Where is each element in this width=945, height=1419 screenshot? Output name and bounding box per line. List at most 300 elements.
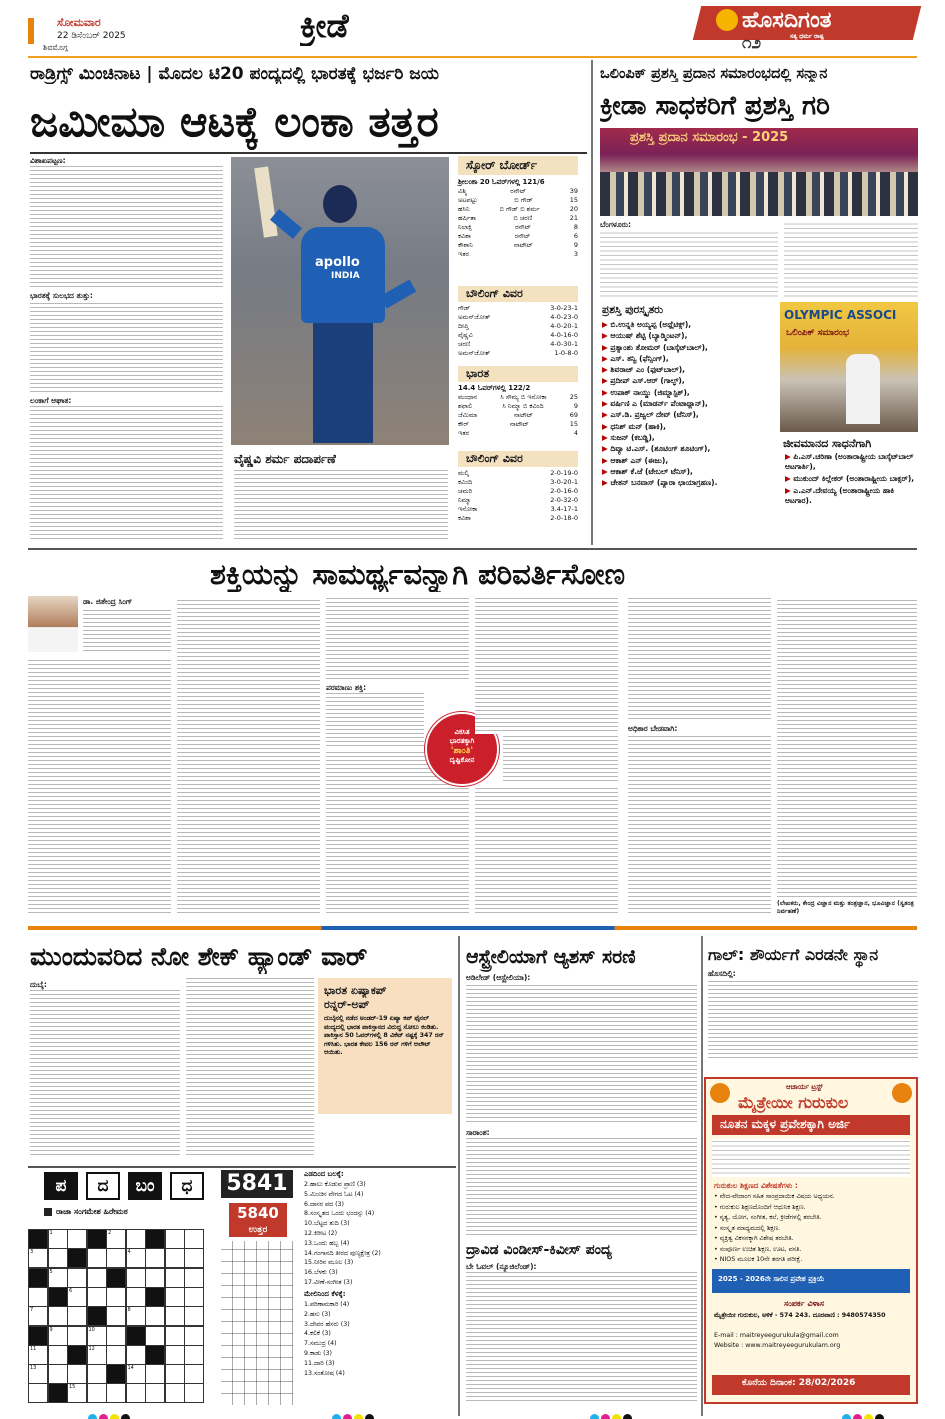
sl-bat-cell: 21 xyxy=(569,214,578,222)
award-item: ▶ ಎಸ್. ತನ್ವಿ (ಫೆನ್ಸಿಂಗ್), xyxy=(602,353,774,364)
ad-feature-item: • ಸಂಸ್ಕೃತ ಮಾಧ್ಯಮದಲ್ಲಿ ಶಿಕ್ಷಣ. xyxy=(714,1224,781,1232)
editorial-col-2 xyxy=(177,598,320,916)
prev-answer-grid xyxy=(221,1241,293,1405)
ad-trust: ಆಚಾರ್ಯ ಟ್ರಸ್ಟ್ xyxy=(786,1083,823,1091)
award-item: ▶ ಎಸ್.ಡಿ. ಪ್ರಜ್ವಲ್ ದೇವ್ (ಟೆನಿಸ್), xyxy=(602,409,774,420)
page-number: ೧೨ xyxy=(742,33,762,53)
crossword-cell xyxy=(87,1364,107,1384)
crossword-cell-number: 4 xyxy=(127,1249,131,1256)
award-item: ▶ ವರ್ಷಿಣಿ ಎ (ಮಾಡರ್ನ್ ಪೆಂಟಾಥ್ಲಾನ್), xyxy=(602,398,774,409)
clues-down-title: ಮೇಲಿನಿಂದ ಕೆಳಕ್ಕೆ: xyxy=(304,1290,346,1298)
sl-bowl-row xyxy=(458,331,578,340)
crossword-cell xyxy=(87,1268,107,1288)
golf-headline: ಗಾಲ್: ಶೌರ್ಯಗೆ ಎರಡನೇ ಸ್ಥಾನ xyxy=(708,945,879,964)
crossword-cell xyxy=(184,1287,204,1307)
crossword-cell xyxy=(165,1268,185,1288)
crossword-cell xyxy=(126,1229,146,1249)
print-marks-3 xyxy=(590,1408,634,1419)
editorial-subhead-1: ಪರಮಾಣು ಶಕ್ತಿ: xyxy=(326,683,367,692)
award-item: ▶ ಆಯುಷ್ ಶೆಟ್ಟಿ (ಬ್ಯಾಡ್ಮಿಂಟನ್), xyxy=(602,330,774,341)
wi-nz-dateline: ಬೇ ಓವಲ್ (ನ್ಯೂಜಿಲೆಂಡ್): xyxy=(466,1262,537,1271)
crossword-cell-number: 15 xyxy=(69,1384,76,1391)
crossword-cell-number: 11 xyxy=(30,1345,37,1352)
clues-down xyxy=(304,1300,454,1378)
crossword-cell xyxy=(48,1345,68,1365)
ad-contact-title: ಸಂಪರ್ಕ ವಿಳಾಸ xyxy=(784,1299,825,1308)
lifetime-item: ▶ ಪಿ.ಎಸ್.ಚರಿಣಾ (ಅಂತಾರಾಷ್ಟ್ರೀಯ ಬಾಸ್ಕೆಟ್‌ಬಾಲ್ ಆಟಗಾರ್ತಿ), xyxy=(785,452,919,472)
column-divider-2 xyxy=(458,936,460,1416)
ind-bowl-title: ಬೌಲಿಂಗ್ ವಿವರ xyxy=(466,452,523,465)
crossword-title-letter: ಪ xyxy=(44,1172,78,1200)
header-day: ಸೋಮವಾರ xyxy=(57,16,101,29)
ind-bowl-row xyxy=(458,469,578,478)
ind-bat-cell: ನಾಟೌಟ್ xyxy=(509,420,529,428)
award-item: ▶ ಪ್ರದೀಪ್ ಎಸ್.ಆರ್ (ಗಾಲ್ಫ್), xyxy=(602,375,774,386)
crossword-cell xyxy=(87,1383,107,1403)
sl-bowl-row xyxy=(458,340,578,349)
crossword-cell-number: 8 xyxy=(127,1307,131,1314)
crossword-cell-number: 2 xyxy=(108,1230,112,1236)
print-marks-4 xyxy=(842,1408,886,1419)
om-icon xyxy=(710,1083,730,1103)
ashes-dateline: ಅಡಿಲೇಡ್ (ಆಸ್ಟ್ರೇಲಿಯಾ): xyxy=(466,973,531,982)
ad-feature-item: • ವ್ಯಕ್ತಿತ್ವ ವಿಕಸನಕ್ಕಾಗಿ ವಿಶೇಷ ತರಬೇತಿ. xyxy=(714,1235,794,1242)
sl-bat-cell: ನಿಲಾಕ್ಷಿ xyxy=(458,223,473,231)
editorial-col-6 xyxy=(777,598,917,900)
crossword-rule xyxy=(28,1166,456,1168)
golf-body xyxy=(708,979,918,1061)
crossword-cell-number: 6 xyxy=(69,1287,73,1294)
ind-bowl-cell: ಮಲ್ಕಿ xyxy=(458,469,469,477)
sl-bat-cell: ಇತರ xyxy=(458,250,470,258)
handshake-box-title: ಭಾರತ ಏಷ್ಯಾಕಪ್ xyxy=(324,984,387,997)
sl-innings: ಶ್ರೀಲಂಕಾ 20 ಓವರ್‌ಗಳಲ್ಲಿ 121/6 xyxy=(458,178,545,186)
editorial-headline: ಶಕ್ತಿಯನ್ನು ಸಾಮರ್ಥ್ಯವನ್ನಾಗಿ ಪರಿವರ್ತಿಸೋಣ xyxy=(210,557,626,591)
wi-nz-body xyxy=(466,1272,697,1404)
editorial-col-5a xyxy=(628,598,771,722)
sl-bat-row xyxy=(458,214,578,223)
header-city: ಶಿವಮೊಗ್ಗ xyxy=(43,43,68,52)
player-arm-right xyxy=(380,279,416,308)
crossword-clue: 14.ಗಂಗಾನದಿ ತೀರದ ಪುಣ್ಯಕ್ಷೇತ್ರ (2) xyxy=(304,1249,381,1257)
sl-bat-row xyxy=(458,187,578,196)
awards-photo-people xyxy=(600,172,918,216)
crossword-cell xyxy=(67,1306,87,1326)
ad-subtitle: ನೂತನ ಮಕ್ಕಳ ಪ್ರವೇಶಕ್ಕಾಗಿ ಅರ್ಜಿ xyxy=(720,1117,851,1131)
ad-feature-item: • ಸಂಪೂರ್ಣ ಉಚಿತ ಶಿಕ್ಷಣ, ಊಟ, ವಸತಿ. xyxy=(714,1245,802,1253)
lead-kicker: ರಾಡ್ರಿಗ್ಸ್ ಮಿಂಚಿನಾಟ | ಮೊದಲ ಟಿ20 ಪಂದ್ಯದಲ್ಲಿ ಭಾರತಕ್ಕೆ ಭರ್ಜರಿ ಜಯ xyxy=(30,64,439,84)
sl-bat-row xyxy=(458,241,578,250)
crossword-cell xyxy=(145,1345,165,1365)
sl-bowl-row xyxy=(458,313,578,322)
crossword-cell-number: 5 xyxy=(49,1268,53,1275)
ind-bat-cell: ಸಿ ಸೌಮ್ಯ ಬಿ ಇನೋಕಾ xyxy=(500,393,547,401)
badge-line-3: 'ಶಾಂತಿ' xyxy=(450,746,474,756)
badge-line-1: ವಿಕಸಿತ xyxy=(454,728,470,736)
crossword-cell xyxy=(145,1248,165,1268)
awards-kicker: ಒಲಿಂಪಿಕ್ ಪ್ರಶಸ್ತಿ ಪ್ರದಾನ ಸಮಾರಂಭದಲ್ಲಿ ಸನ್ಮಾನ xyxy=(600,66,828,82)
bullet-icon xyxy=(44,1208,52,1216)
ashes-body-2 xyxy=(466,1138,697,1238)
print-marks-2 xyxy=(332,1408,376,1419)
badge-line-4: ದೃಷ್ಟಿಕೋನ xyxy=(449,756,475,764)
sl-bat-cell: ಬಿ ಚರಣಿ xyxy=(513,214,533,222)
ind-bat-cell: ಕೌರ್ xyxy=(458,420,469,428)
section-color-bar xyxy=(28,926,917,930)
awards-list-title: ಪ್ರಶಸ್ತಿ ಪುರಸ್ಕೃತರು xyxy=(602,304,664,316)
masthead-tagline: ಸತ್ಯ ಧರ್ಮ ರಾಷ್ಟ್ರ xyxy=(790,33,825,40)
ind-bat-cell: 4 xyxy=(573,429,578,437)
ind-title: ಭಾರತ xyxy=(466,367,490,380)
award-item: ▶ ಆಕಾಶ್ ಎನ್ (ಈಜು), xyxy=(602,455,774,466)
crossword-cell xyxy=(165,1287,185,1307)
award-item: ▶ ಬಿ.ಉನ್ನತಿ ಅಯ್ಯಪ್ಪ (ಅಥ್ಲೆಟಿಕ್ಸ್), xyxy=(602,319,774,330)
sl-bat-cell: ಕವಿಶಾ xyxy=(458,232,471,240)
ind-bowl-row xyxy=(458,496,578,505)
ad-deadline: ಕೊನೆಯ ದಿನಾಂಕ: 28/02/2026 xyxy=(742,1378,856,1388)
speaker-figure xyxy=(846,354,880,424)
crossword-cell xyxy=(106,1248,126,1268)
crossword-clue: 11.ದಾರಿ (3) xyxy=(304,1359,335,1367)
sl-bowl-cell: 4-0-23-0 xyxy=(550,313,578,321)
crossword-cell xyxy=(165,1306,185,1326)
crossword-cell xyxy=(106,1306,126,1326)
crossword-cell xyxy=(165,1248,185,1268)
crossword-cell-number: 10 xyxy=(88,1326,95,1333)
header-date: 22 ಡಿಸೆಂಬರ್ 2025 xyxy=(57,31,126,41)
ind-bat-cell: 9 xyxy=(573,402,578,410)
handshake-dateline: ದುಬೈ: xyxy=(30,980,47,989)
header-rule xyxy=(28,56,917,58)
photo2-sign: OLYMPIC ASSOCI xyxy=(784,308,897,322)
award-item: ▶ ಆಕಾಶ್ ಕೆ.ಜೆ (ಟೇಬಲ್ ಟೆನಿಸ್), xyxy=(602,466,774,477)
ad-intro-text xyxy=(712,1139,910,1177)
crossword-cell xyxy=(87,1287,107,1307)
ind-bowl-cell: ಕವಿಶಾ xyxy=(458,514,471,522)
crossword-cell xyxy=(28,1345,48,1365)
header-accent xyxy=(28,18,34,44)
sl-bowling-table xyxy=(458,304,578,358)
ind-innings: 14.4 ಓವರ್‌ಗಳಲ್ಲಿ 122/2 xyxy=(458,384,531,392)
sl-batting-table xyxy=(458,187,578,259)
crossword-clue: 3.ದೇವರ ಹೆಸರು (3) xyxy=(304,1320,350,1328)
crossword-clue: 17.ವೀಣೆ-ಸಂಗೀತ (3) xyxy=(304,1278,353,1286)
sl-bat-cell: ನಾಟೌಟ್ xyxy=(513,241,533,249)
crossword-cell xyxy=(126,1268,146,1288)
crossword-cell xyxy=(67,1345,87,1365)
awards-body-1 xyxy=(600,230,778,300)
ind-bat-cell: ಶಫಾಲಿ xyxy=(458,402,473,410)
crossword-cell xyxy=(126,1306,146,1326)
crossword-cell xyxy=(126,1364,146,1384)
crossword-cell xyxy=(106,1364,126,1384)
editorial-footer-note: (ಲೇಖಕರು, ಕೇಂದ್ರ ವಿಜ್ಞಾನ ಮತ್ತು ತಂತ್ರಜ್ಞಾನ, ಭೂವಿಜ್ಞಾನ (ಸ್ವತಂತ್ರ ನಿರ್ವಹಣೆ) xyxy=(777,900,914,915)
sl-bat-cell: 20 xyxy=(569,205,578,213)
sl-bat-cell: ಕೌಶಾನಿ xyxy=(458,241,473,249)
editorial-col-4c xyxy=(475,788,618,916)
crossword-grid xyxy=(28,1229,208,1404)
crossword-cell xyxy=(126,1248,146,1268)
lifetime-item: ▶ ಮುಕುಂದ್ ಕಿಲ್ಲೇಕರ್ (ಅಂತಾರಾಷ್ಟ್ರೀಯ ಬಾಕ್ಸರ್), xyxy=(785,474,919,484)
crossword-number: 5841 xyxy=(221,1170,293,1198)
ind-bowl-row xyxy=(458,514,578,523)
ind-bat-row xyxy=(458,420,578,429)
crossword-cell xyxy=(67,1326,87,1346)
awards-photo xyxy=(600,128,918,216)
crossword-cell xyxy=(67,1229,87,1249)
ind-bat-cell: ಇತರ xyxy=(458,429,470,437)
sl-bowl-cell: ಗೌಡ್ xyxy=(458,304,471,312)
golf-dateline: ಹೊಸದಿಲ್ಲಿ: xyxy=(708,969,736,978)
crossword-cell xyxy=(48,1383,68,1403)
crossword-clue: 16.ಬೆಳಕು (3) xyxy=(304,1269,338,1277)
sl-bowl-cell: 3-0-23-1 xyxy=(550,304,578,312)
sl-bowl-cell: ಅಮನ್‌ಜೋತ್ xyxy=(458,349,491,357)
crossword-cell xyxy=(126,1287,146,1307)
crossword-cell xyxy=(28,1268,48,1288)
print-marks-1 xyxy=(88,1408,132,1419)
ind-bat-cell: 69 xyxy=(569,411,578,419)
ind-bat-row xyxy=(458,411,578,420)
crossword-clue: 5.ಮಿಂಚಿನ ವೇಗದ ಓಟ (4) xyxy=(304,1190,364,1198)
sl-bowl-cell: 4-0-20-1 xyxy=(550,322,578,330)
gurukula-ad xyxy=(704,1077,918,1404)
sl-bat-cell: ಬಿ ಗೌಡ್ ಬಿ ಶರ್ಮ xyxy=(499,205,540,213)
clues-across xyxy=(304,1180,454,1288)
crossword-cell xyxy=(184,1383,204,1403)
handshake-headline: ಮುಂದುವರಿದ ನೋ ಶೇಕ್ ಹ್ಯಾಂಡ್ ವಾರ್ xyxy=(30,942,368,971)
section-title: ಕ್ರೀಡೆ xyxy=(300,6,349,45)
prev-crossword-number: 5840 xyxy=(229,1203,287,1223)
crossword-cell xyxy=(28,1229,48,1249)
ind-bowling-table xyxy=(458,469,578,523)
ad-features-list xyxy=(714,1192,910,1266)
ad-year: 2025 - 2026ನೇ ಸಾಲಿನ ಪ್ರವೇಶ ಪ್ರಕ್ರಿಯೆ xyxy=(718,1275,825,1283)
sl-bat-cell: 15 xyxy=(569,196,578,204)
lead-headline: ಜಮೀಮಾ ಆಟಕ್ಕೆ ಲಂಕಾ ತತ್ತರ xyxy=(30,97,439,146)
sl-bat-cell: ಹರ್ಷಿತಾ xyxy=(458,214,477,222)
editorial-col-3b xyxy=(326,693,424,749)
crossword-clue: 8.ಸಂಸ್ಕೃತದ ಒಂದು ಛಂದಸ್ಸು (4) xyxy=(304,1210,375,1218)
ind-bowl-cell: 2-0-32-0 xyxy=(550,496,578,504)
crossword-cell xyxy=(145,1383,165,1403)
crossword-cell xyxy=(184,1364,204,1384)
crossword-cell xyxy=(28,1248,48,1268)
ind-batting-table xyxy=(458,393,578,438)
ind-bat-cell: 15 xyxy=(569,420,578,428)
ad-feature-item: • NIOS ಮೂಲಕ 10ನೇ ತರಗತಿ ಪರೀಕ್ಷೆ. xyxy=(714,1256,803,1263)
editorial-col-4a xyxy=(475,598,618,734)
crossword-cell xyxy=(87,1326,107,1346)
crossword-clue: 6.ದಾಸರ ಪದ (3) xyxy=(304,1200,344,1208)
crossword-cell xyxy=(106,1268,126,1288)
lead-body-3 xyxy=(30,406,223,542)
crossword-cell xyxy=(87,1345,107,1365)
lifetime-title: ಜೀವಮಾನದ ಸಾಧನೆಗಾಗಿ xyxy=(783,437,872,450)
ind-bat-cell: ನಾಟೌಟ್ xyxy=(514,411,533,419)
crossword-cell-number: 12 xyxy=(88,1345,95,1352)
jersey-country: INDIA xyxy=(331,271,360,281)
crossword-title-letter: ಧ xyxy=(170,1172,204,1200)
sl-bat-cell: 6 xyxy=(573,232,578,240)
ad-website: Website : www.maitreyeegurukulam.org xyxy=(714,1342,841,1349)
ind-bowl-cell: 2-0-18-0 xyxy=(550,514,578,522)
player-helmet xyxy=(323,185,357,223)
photo-caption-title: ವೈಷ್ಣವಿ ಶರ್ಮ ಪದಾರ್ಪಣೆ xyxy=(234,452,336,466)
crossword-clue: 15.ನೀರಿನ ಮೂಲ (3) xyxy=(304,1259,354,1267)
lifetime-item: ▶ ಎ.ಎನ್.ದೇವಯ್ಯ (ಅಂತಾರಾಷ್ಟ್ರೀಯ ಹಾಕಿ ಆಟಗಾರ). xyxy=(785,486,919,506)
sl-bowl-cell: ವೈಷ್ಣವಿ xyxy=(458,331,473,339)
editorial-rule xyxy=(28,548,917,550)
award-item: ▶ ಉಪಾಕ್ ನಾಯ್ಡು (ಜಿಮ್ನಾಸ್ಟಿಕ್), xyxy=(602,387,774,398)
crossword-clue: 2.ಹಸು (3) xyxy=(304,1310,331,1318)
crossword-cell xyxy=(106,1287,126,1307)
ashes-body-1 xyxy=(466,983,697,1125)
player-legs xyxy=(313,323,373,443)
crossword-cell xyxy=(165,1345,185,1365)
sl-bowl-row xyxy=(458,322,578,331)
sl-bowl-cell: 4-0-30-1 xyxy=(550,340,578,348)
lead-body-2 xyxy=(30,301,223,395)
editorial-col-1 xyxy=(28,658,171,916)
handshake-box xyxy=(318,978,452,1114)
ad-feature-item: • ವೇದ-ವೇದಾಂಗ ಸಹಿತ ಸಾಂಪ್ರದಾಯಿಕ ವಿಷಯ ಅಧ್ಯಯನ. xyxy=(714,1193,835,1200)
crossword-cell xyxy=(184,1345,204,1365)
award-item: ▶ ಚೇತನ್ ಬನವಾಸ್ (ಪ್ಯಾರಾ ಛಾಯಾಗ್ರಹಣ). xyxy=(602,477,774,488)
wi-nz-headline: ದ್ರಾವಿಡ ವಿಂಡೀಸ್-ಕಿವೀಸ್ ಪಂದ್ಯ xyxy=(466,1242,612,1258)
crossword-clue: 4.ಕಲಿಕೆ (3) xyxy=(304,1330,331,1338)
ind-bowl-row xyxy=(458,487,578,496)
award-item: ▶ ಪ್ರತ್ಯಾಂಶು ತೋಮರ್ (ಬಾಸ್ಕೆಟ್‌ಬಾಲ್), xyxy=(602,342,774,353)
crossword-cell-number: 1 xyxy=(49,1230,53,1236)
scorecard-title: ಸ್ಕೋರ್ ಬೋರ್ಡ್ xyxy=(466,158,538,172)
ashes-headline: ಆಸ್ಟ್ರೇಲಿಯಾಗೆ ಆ್ಯಶಸ್ ಸರಣಿ xyxy=(466,946,636,968)
crossword-cell-number: 9 xyxy=(49,1326,53,1333)
ind-bat-row xyxy=(458,429,578,438)
sl-bat-cell: 3 xyxy=(573,250,578,258)
crossword-cell xyxy=(106,1345,126,1365)
lifetime-list xyxy=(785,452,919,508)
awards-list xyxy=(602,319,774,488)
crossword-cell xyxy=(165,1229,185,1249)
ind-bowl-cell: 2-0-16-0 xyxy=(550,487,578,495)
lead-photo xyxy=(231,157,449,445)
ind-bat-cell: ಮಂಧಾನ xyxy=(458,393,478,401)
clues-across-title: ಎಡದಿಂದ ಬಲಕ್ಕೆ: xyxy=(304,1170,344,1178)
crossword-cell xyxy=(184,1268,204,1288)
ad-email: E-mail : maitreyeegurukula@gmail.com xyxy=(714,1332,839,1339)
crossword-cell xyxy=(145,1306,165,1326)
ind-bowl-cell: ಇನೋಕಾ xyxy=(458,505,478,513)
crossword-cell xyxy=(48,1364,68,1384)
editorial-author: ಡಾ. ಜಿತೇಂದ್ರ ಸಿಂಗ್ xyxy=(83,597,133,606)
sl-bat-row xyxy=(458,223,578,232)
sl-bat-cell: ಅಟಪಟ್ಟು xyxy=(458,196,478,204)
award-item: ▶ ದಿವ್ಯಾ ಟಿ.ಎಸ್. (ಶೂಟಿಂಗ್ ಶೂಟಿಂಗ್), xyxy=(602,443,774,454)
crossword-cell xyxy=(48,1248,68,1268)
om-icon-right xyxy=(892,1083,912,1103)
sl-bat-cell: ಹಸಿನಿ xyxy=(458,205,470,213)
crossword-title-letter: ದ xyxy=(86,1172,120,1200)
awards-photo-banner: ಪ್ರಶಸ್ತಿ ಪ್ರದಾನ ಸಮಾರಂಭ - 2025 xyxy=(630,130,789,145)
crossword-cell xyxy=(106,1229,126,1249)
crossword-clue: 10.ಬೆಟ್ಟದ ತುದಿ (3) xyxy=(304,1220,350,1228)
crossword-clue: 12.ಕಿರೀಟ (2) xyxy=(304,1229,338,1237)
crossword-cell-number: 7 xyxy=(30,1307,34,1314)
ind-bat-row xyxy=(458,393,578,402)
award-item: ▶ ಸುಜನ್ (ಕಬಡ್ಡಿ), xyxy=(602,432,774,443)
editorial-subhead-2: ಅಧಿಕಾರ ಬೇಡವಾಗಿ: xyxy=(628,724,678,733)
awards-dateline: ಬೆಂಗಳೂರು: xyxy=(600,220,632,229)
handshake-box-title-2: ರನ್ನರ್-ಅಪ್ xyxy=(324,998,370,1011)
crossword-cell xyxy=(67,1383,87,1403)
sl-bowl-row xyxy=(458,349,578,358)
crossword-cell xyxy=(145,1287,165,1307)
crossword-cell xyxy=(106,1383,126,1403)
ind-bowl-cell: ನಿಮ್ಮಾ xyxy=(458,496,471,504)
crossword-cell xyxy=(165,1383,185,1403)
crossword-clue: 13.ಒಂದು ಹಬ್ಬ (4) xyxy=(304,1239,350,1247)
editorial-intro xyxy=(83,608,171,654)
crossword-cell xyxy=(145,1326,165,1346)
crossword-clue: 13.ಸಂತೋಷ (4) xyxy=(304,1369,345,1377)
crossword-cell xyxy=(184,1326,204,1346)
award-item: ▶ ಶಿವರಾಜ್ ಎಂ (ಫುಟ್‌ಬಾಲ್), xyxy=(602,364,774,375)
ind-bat-cell: 25 xyxy=(569,393,578,401)
ind-bowl-cell: ಚಮರಿ xyxy=(458,487,473,495)
sl-bat-cell: ಬಿ ಗೌಡ್ xyxy=(514,196,533,204)
sl-bat-row xyxy=(458,250,578,259)
sl-bat-cell: ರನೌಟ್ xyxy=(515,223,531,231)
crossword-cell xyxy=(184,1306,204,1326)
ashes-subhead: ಸಾರಾಂಶ: xyxy=(466,1128,490,1137)
photo2-sign-2: ಒಲಿಂಪಿಕ್ ಸಮಾರಂಭ xyxy=(786,328,850,338)
cricket-bat xyxy=(254,166,278,237)
sl-bat-cell: ರನೌಟ್ xyxy=(510,187,527,195)
crossword-cell xyxy=(28,1383,48,1403)
jersey-sponsor: apollo xyxy=(315,255,360,270)
editorial-col-3a xyxy=(326,598,469,682)
sl-bowl-cell: ಚರಣಿ xyxy=(458,340,471,348)
crossword-cell xyxy=(87,1248,107,1268)
crossword-cell xyxy=(165,1326,185,1346)
crossword-cell xyxy=(48,1287,68,1307)
awards-headline: ಕ್ರೀಡಾ ಸಾಧಕರಿಗೆ ಪ್ರಶಸ್ತಿ ಗರಿ xyxy=(600,91,830,121)
sl-bat-cell: ವಿಶ್ಮಿ xyxy=(458,187,467,195)
crossword-cell xyxy=(28,1364,48,1384)
ind-bowl-cell: 2-0-19-0 xyxy=(550,469,578,477)
lamp-icon xyxy=(716,9,738,31)
crossword-cell xyxy=(28,1287,48,1307)
crossword-cell xyxy=(145,1268,165,1288)
crossword-cell-number: 13 xyxy=(30,1365,37,1372)
crossword-cell xyxy=(87,1229,107,1249)
sl-bowl-cell: 4-0-16-0 xyxy=(550,331,578,339)
crossword-cell xyxy=(48,1268,68,1288)
ind-bowl-row xyxy=(458,505,578,514)
sl-bowl-cell: ಅಮನ್‌ಜೋತ್ xyxy=(458,313,491,321)
crossword-clue: 1.ಪರಿಣಾಮಕಾರಿ (4) xyxy=(304,1301,350,1308)
crossword-cell xyxy=(184,1248,204,1268)
award-item: ▶ ಧನಿಶ್ ಮನ್ (ಹಾಕಿ), xyxy=(602,421,774,432)
ind-bat-row xyxy=(458,402,578,411)
photo-caption-body xyxy=(234,468,448,542)
crossword-title-letter: ಬಂ xyxy=(128,1172,162,1200)
crossword-cell xyxy=(145,1229,165,1249)
ind-bat-cell: ಸಿ ನಿಮ್ಮಾ ಬಿ ಕವಿಂದಿ xyxy=(502,402,544,410)
column-divider xyxy=(591,60,593,545)
ind-bowl-cell: 3.4-17-1 xyxy=(550,505,578,513)
